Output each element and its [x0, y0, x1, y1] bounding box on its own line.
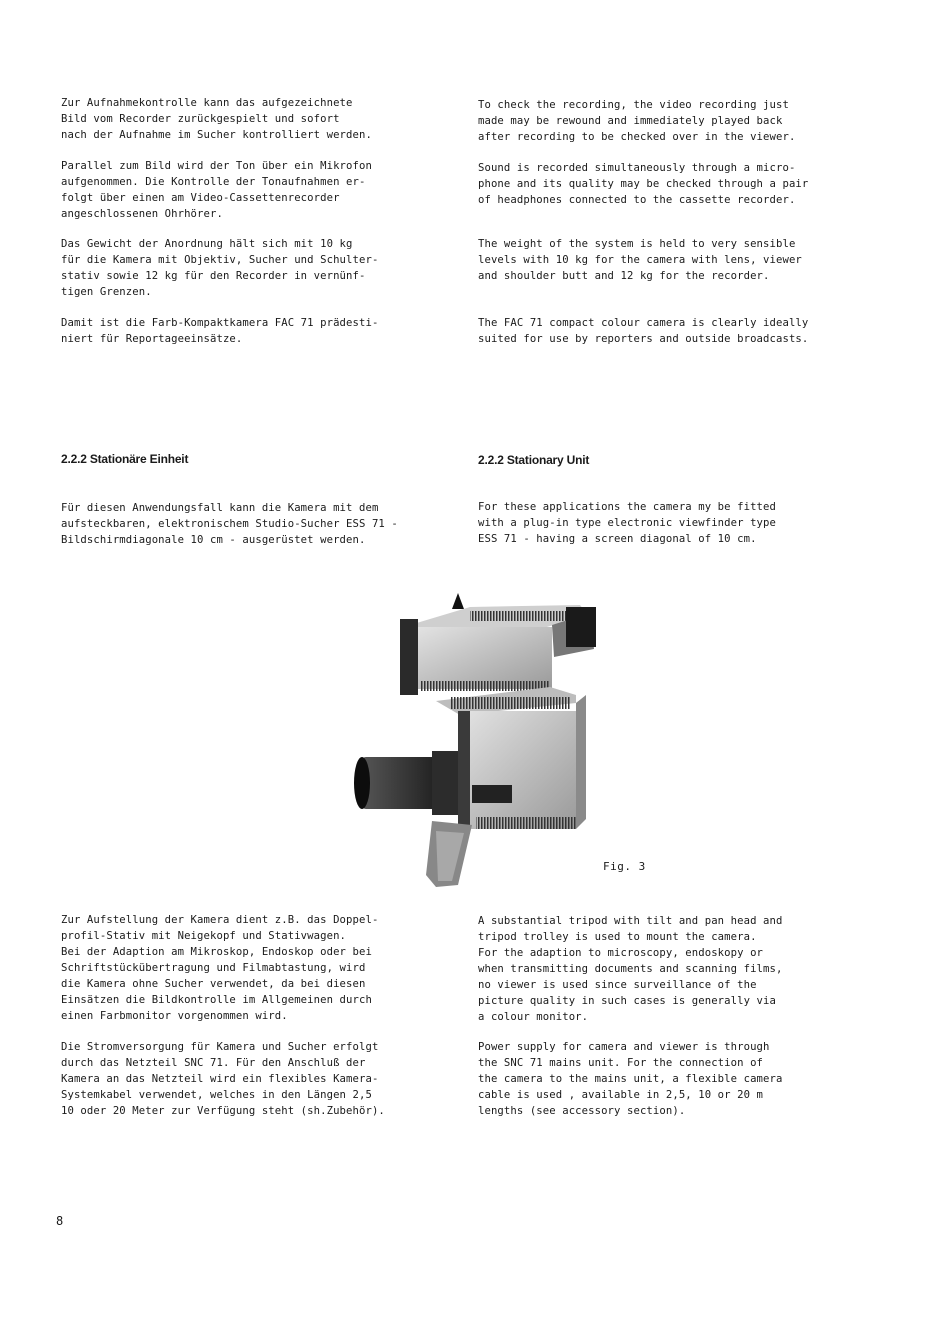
- en-paragraph-reportage: The FAC 71 compact colour camera is clearly ideally suited for use by reporters and outside broadcasts.: [478, 317, 809, 345]
- camera-body: [436, 687, 586, 829]
- en-paragraph-recording-check: To check the recording, the video recording just made may be rewound and immediately played back after recording to be checked over in the viewer.: [478, 99, 796, 143]
- figure-caption: Fig. 3: [603, 860, 646, 873]
- de-paragraph-weight: Das Gewicht der Anordnung hält sich mit 10 kg für die Kamera mit Objektiv, Sucher und Schulter- stativ sowie 12 kg für den Recorder in vernünf- tigen Grenzen.: [61, 238, 379, 298]
- de-section-heading: 2.2.2 Stationäre Einheit: [61, 452, 189, 466]
- de-paragraph-power-supply: Die Stromversorgung für Kamera und Sucher erfolgt durch das Netzteil SNC 71. Für den Anschluß der Kamera an das Netzteil wird ein flexibles Kamera- Systemkabel verwendet, welches in den Längen 2,5 10 oder 20 Meter zur Verfügung steht (sh.Zubehör).: [61, 1041, 385, 1117]
- lens: [354, 751, 458, 815]
- en-paragraph-viewfinder: For these applications the camera my be fitted with a plug-in type electronic viewfinder type ESS 71 - having a screen diagonal of 10 cm.: [478, 501, 776, 545]
- de-paragraph-sound: Parallel zum Bild wird der Ton über ein Mikrofon aufgenommen. Die Kontrolle der Tonaufnahmen er- folgt über einen am Video-Cassettenrecorder angeschlossenen Ohrhörer.: [61, 160, 372, 220]
- camera-handle: [426, 821, 472, 887]
- viewfinder-unit: [400, 593, 596, 695]
- en-paragraph-weight: The weight of the system is held to very sensible levels with 10 kg for the camera with lens, viewer and shoulder butt and 12 kg for the recorder.: [478, 238, 802, 282]
- de-paragraph-viewfinder: Für diesen Anwendungsfall kann die Kamera mit dem aufsteckbaren, elektronischem Studio-Sucher ESS 71 - Bildschirmdiagonale 10 cm - ausgerüstet werden.: [61, 502, 398, 546]
- de-paragraph-reportage: Damit ist die Farb-Kompaktkamera FAC 71 prädesti- niert für Reportageeinsätze.: [61, 317, 379, 345]
- de-paragraph-recording-check: Zur Aufnahmekontrolle kann das aufgezeichnete Bild vom Recorder zurückgespielt und sofort nach der Aufnahme im Sucher kontrolliert werden.: [61, 97, 372, 141]
- en-section-heading: 2.2.2 Stationary Unit: [478, 453, 590, 467]
- en-paragraph-tripod: A substantial tripod with tilt and pan head and tripod trolley is used to mount the camera. For the adaption to microscopy, endoskopy or when transmitting documents and scanning films, no viewer is used since surveillance of the picture quality in such cases is generally via a colour monitor.: [478, 915, 783, 1023]
- page-number: 8: [56, 1214, 64, 1228]
- en-paragraph-power-supply: Power supply for camera and viewer is through the SNC 71 mains unit. For the connection of the camera to the mains unit, a flexible camera cable is used , available in 2,5, 10 or 20 m lengths (see accessory section).: [478, 1041, 783, 1117]
- de-paragraph-tripod: Zur Aufstellung der Kamera dient z.B. das Doppel- profil-Stativ mit Neigekopf und Stativwagen. Bei der Adaption am Mikroskop, Endoskop oder bei Schriftstückübertragung und Filmabtastung, wird die Kamera ohne Sucher verwendet, da bei diesen Einsätzen die Bildkontrolle im Allgemeinen durch einen Farbmonitor vorgenommen wird.: [61, 914, 379, 1022]
- en-paragraph-sound: Sound is recorded simultaneously through a micro- phone and its quality may be checked through a pair of headphones connected to the cassette recorder.: [478, 162, 809, 206]
- camera-photo: [340, 585, 610, 890]
